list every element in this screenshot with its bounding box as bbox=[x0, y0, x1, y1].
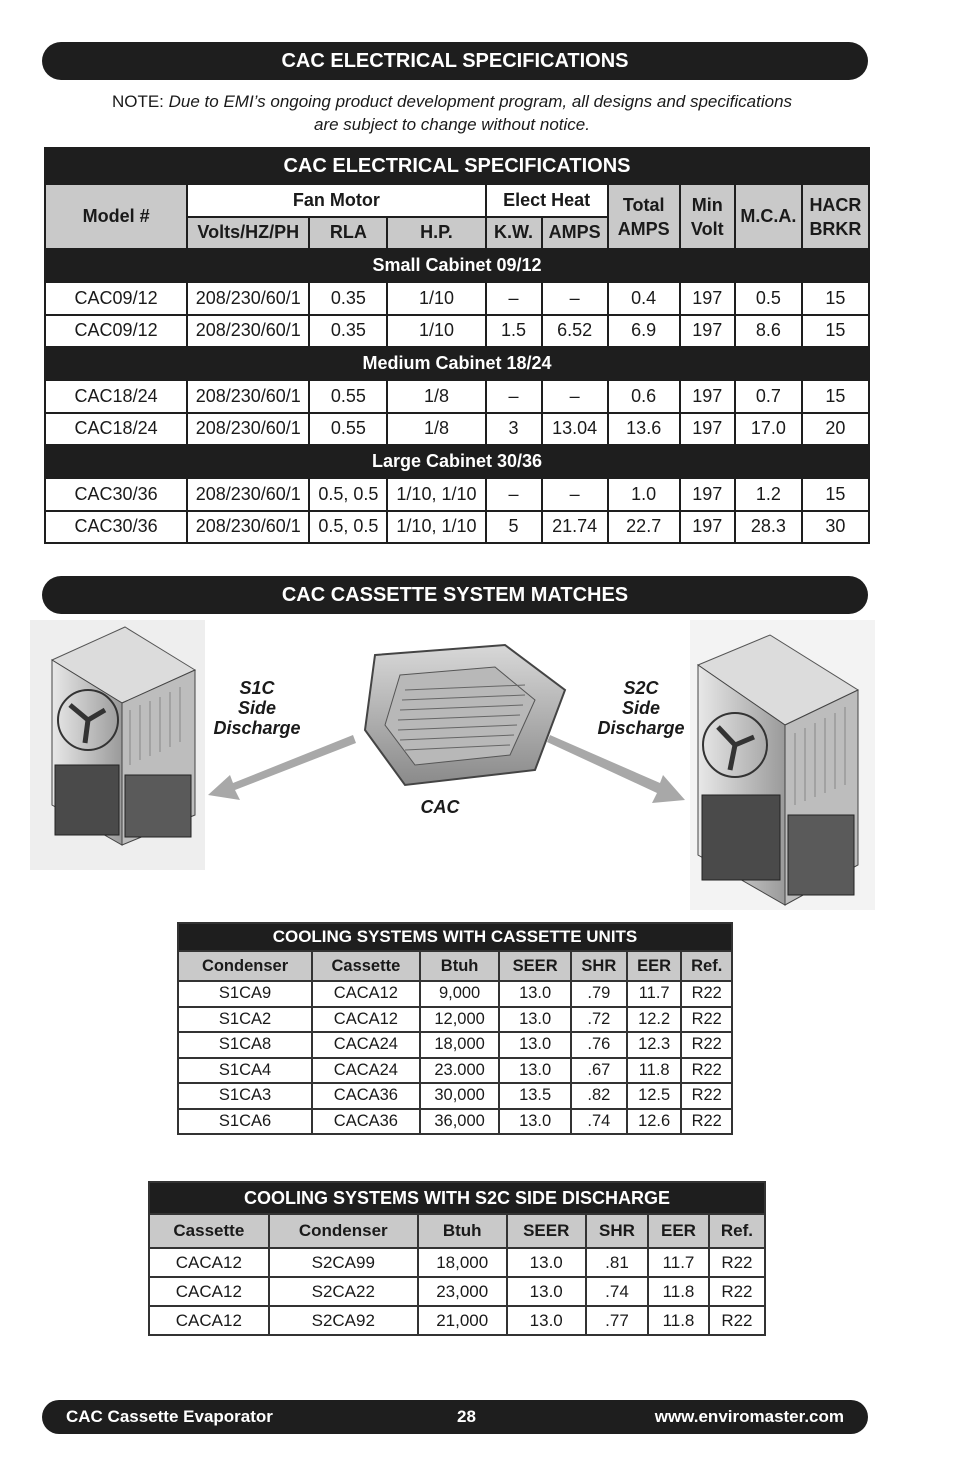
table-cell: .74 bbox=[571, 1109, 627, 1135]
table-cell: CACA12 bbox=[149, 1306, 269, 1335]
note-prefix: NOTE: bbox=[111, 92, 164, 111]
table-cell: .74 bbox=[586, 1277, 648, 1306]
section-banner-electrical: CAC ELECTRICAL SPECIFICATIONS bbox=[42, 42, 868, 80]
table-cell: 3 bbox=[486, 413, 542, 446]
col-min-volt: Min Volt bbox=[680, 184, 735, 249]
table-cell: S2CA92 bbox=[269, 1306, 418, 1335]
col-elect-heat: Elect Heat bbox=[486, 184, 608, 217]
table-cell: 13.0 bbox=[499, 981, 570, 1007]
table-cell: S1CA3 bbox=[178, 1083, 312, 1109]
table-cell: R22 bbox=[681, 1083, 732, 1109]
column-header: SEER bbox=[499, 951, 570, 981]
table-cell: 18,000 bbox=[420, 1032, 500, 1058]
s1c-condenser-icon bbox=[52, 627, 195, 845]
table-cell: 11.8 bbox=[648, 1277, 709, 1306]
column-header: Ref. bbox=[709, 1214, 765, 1248]
table-cell: 11.8 bbox=[648, 1306, 709, 1335]
table-cell: CACA36 bbox=[312, 1109, 420, 1135]
footer-url[interactable]: www.enviromaster.com bbox=[654, 1407, 844, 1426]
column-header: SHR bbox=[586, 1214, 648, 1248]
table-cell: 23.000 bbox=[420, 1058, 500, 1084]
section-label: Medium Cabinet 18/24 bbox=[45, 347, 869, 380]
table-cell: 208/230/60/1 bbox=[187, 413, 309, 446]
table-row bbox=[178, 1007, 732, 1033]
table-cell: 0.5 bbox=[735, 282, 802, 315]
column-header: SHR bbox=[571, 951, 627, 981]
table-cell: S1CA9 bbox=[178, 981, 312, 1007]
table-cell: 197 bbox=[680, 282, 735, 315]
page-footer bbox=[42, 1400, 868, 1434]
table-cell: 1/10 bbox=[387, 282, 485, 315]
table-row bbox=[178, 1083, 732, 1109]
table-cell: 6.9 bbox=[608, 315, 680, 348]
table-cell: 1/10, 1/10 bbox=[387, 478, 485, 511]
table-cell: 30 bbox=[802, 511, 869, 544]
s2c-discharge-table bbox=[148, 1181, 766, 1336]
table-title: CAC ELECTRICAL SPECIFICATIONS bbox=[45, 148, 869, 184]
section-row bbox=[45, 249, 869, 282]
table-cell: S1CA8 bbox=[178, 1032, 312, 1058]
table-cell: 0.55 bbox=[309, 380, 387, 413]
col-hacr-brkr: HACR BRKR bbox=[802, 184, 869, 249]
table-cell: 13.5 bbox=[499, 1083, 570, 1109]
table-cell: R22 bbox=[681, 1007, 732, 1033]
table-cell: 0.5, 0.5 bbox=[309, 511, 387, 544]
footer-title: CAC Cassette Evaporator bbox=[66, 1407, 273, 1426]
table-cell: 1/10, 1/10 bbox=[387, 511, 485, 544]
table-cell: 13.0 bbox=[499, 1007, 570, 1033]
column-header: Condenser bbox=[178, 951, 312, 981]
table-cell: 1/8 bbox=[387, 380, 485, 413]
table-cell: 17.0 bbox=[735, 413, 802, 446]
cassette-table-title: COOLING SYSTEMS WITH CASSETTE UNITS bbox=[178, 923, 732, 951]
cac-label: CAC bbox=[420, 797, 460, 817]
table-cell: 0.35 bbox=[309, 282, 387, 315]
table-cell: 208/230/60/1 bbox=[187, 282, 309, 315]
s1c-label-line3: Discharge bbox=[213, 718, 301, 738]
table-cell: CACA12 bbox=[149, 1277, 269, 1306]
table-cell: CACA12 bbox=[149, 1248, 269, 1277]
table-cell: CAC09/12 bbox=[45, 315, 187, 348]
table-cell: CAC30/36 bbox=[45, 511, 187, 544]
table-cell: .67 bbox=[571, 1058, 627, 1084]
col-mca: M.C.A. bbox=[735, 184, 802, 249]
table-cell: 13.6 bbox=[608, 413, 680, 446]
table-cell: 197 bbox=[680, 380, 735, 413]
table-cell: S2CA22 bbox=[269, 1277, 418, 1306]
electrical-spec-table bbox=[44, 147, 870, 544]
table-cell: – bbox=[486, 282, 542, 315]
table-cell: .81 bbox=[586, 1248, 648, 1277]
table-cell: 0.6 bbox=[608, 380, 680, 413]
col-volts: Volts/HZ/PH bbox=[187, 217, 309, 250]
table-row bbox=[45, 413, 869, 446]
table-cell: – bbox=[542, 380, 608, 413]
arrow-left-icon bbox=[208, 735, 356, 800]
page-number: 28 bbox=[457, 1407, 476, 1426]
table-cell: 21.74 bbox=[542, 511, 608, 544]
table-cell: R22 bbox=[709, 1277, 765, 1306]
table-row bbox=[178, 1058, 732, 1084]
column-header: EER bbox=[648, 1214, 709, 1248]
table-cell: CACA12 bbox=[312, 1007, 420, 1033]
table-cell: 0.55 bbox=[309, 413, 387, 446]
table-row bbox=[45, 315, 869, 348]
table-cell: 208/230/60/1 bbox=[187, 478, 309, 511]
table-cell: .76 bbox=[571, 1032, 627, 1058]
table-cell: 23,000 bbox=[418, 1277, 507, 1306]
s2c-label bbox=[586, 678, 696, 738]
table-cell: 15 bbox=[802, 380, 869, 413]
table-cell: 197 bbox=[680, 511, 735, 544]
col-fan-motor: Fan Motor bbox=[187, 184, 485, 217]
section-row bbox=[45, 347, 869, 380]
table-cell: S1CA2 bbox=[178, 1007, 312, 1033]
arrow-right-icon bbox=[547, 735, 685, 803]
table-cell: – bbox=[486, 380, 542, 413]
column-header: Btuh bbox=[420, 951, 500, 981]
table-cell: 15 bbox=[802, 315, 869, 348]
table-cell: 11.7 bbox=[648, 1248, 709, 1277]
table-cell: 0.7 bbox=[735, 380, 802, 413]
column-header: Cassette bbox=[149, 1214, 269, 1248]
table-cell: – bbox=[542, 478, 608, 511]
table-cell: 197 bbox=[680, 478, 735, 511]
table-cell: 8.6 bbox=[735, 315, 802, 348]
table-row bbox=[178, 1109, 732, 1135]
table-cell: 15 bbox=[802, 282, 869, 315]
table-cell: 20 bbox=[802, 413, 869, 446]
table-cell: 9,000 bbox=[420, 981, 500, 1007]
table-row bbox=[178, 981, 732, 1007]
table-cell: 12.5 bbox=[627, 1083, 682, 1109]
s2c-label-line3: Discharge bbox=[597, 718, 685, 738]
s2c-table-title: COOLING SYSTEMS WITH S2C SIDE DISCHARGE bbox=[149, 1182, 765, 1214]
table-cell: 13.0 bbox=[499, 1109, 570, 1135]
table-cell: 1.0 bbox=[608, 478, 680, 511]
col-kw: K.W. bbox=[486, 217, 542, 250]
table-cell: CAC18/24 bbox=[45, 413, 187, 446]
section-label: Large Cabinet 30/36 bbox=[45, 445, 869, 478]
table-cell: 12.2 bbox=[627, 1007, 682, 1033]
table-cell: R22 bbox=[681, 1109, 732, 1135]
table-cell: 28.3 bbox=[735, 511, 802, 544]
table-cell: 18,000 bbox=[418, 1248, 507, 1277]
table-cell: 1.2 bbox=[735, 478, 802, 511]
col-hp: H.P. bbox=[387, 217, 485, 250]
section-row bbox=[45, 445, 869, 478]
table-cell: 0.35 bbox=[309, 315, 387, 348]
table-cell: 5 bbox=[486, 511, 542, 544]
table-cell: 22.7 bbox=[608, 511, 680, 544]
table-cell: 208/230/60/1 bbox=[187, 380, 309, 413]
cac-cassette-icon bbox=[365, 645, 565, 785]
cassette-units-table bbox=[177, 922, 733, 1135]
s2c-condenser-icon bbox=[698, 635, 858, 905]
table-cell: 12.6 bbox=[627, 1109, 682, 1135]
table-row bbox=[149, 1306, 765, 1335]
table-cell: 12,000 bbox=[420, 1007, 500, 1033]
s1c-label-line2: Side bbox=[237, 698, 276, 718]
table-cell: 13.0 bbox=[499, 1032, 570, 1058]
table-cell: R22 bbox=[709, 1306, 765, 1335]
section-label: Small Cabinet 09/12 bbox=[45, 249, 869, 282]
s1c-label-line1: S1C bbox=[239, 678, 275, 698]
table-cell: R22 bbox=[681, 981, 732, 1007]
table-cell: 13.0 bbox=[507, 1277, 586, 1306]
col-total-amps: Total AMPS bbox=[608, 184, 680, 249]
table-cell: 6.52 bbox=[542, 315, 608, 348]
note-line2: are subject to change without notice. bbox=[314, 115, 590, 134]
note-text bbox=[52, 90, 852, 136]
s2c-label-line1: S2C bbox=[623, 678, 659, 698]
column-header: Btuh bbox=[418, 1214, 507, 1248]
table-cell: 11.8 bbox=[627, 1058, 682, 1084]
table-cell: R22 bbox=[709, 1248, 765, 1277]
s2c-label-line2: Side bbox=[621, 698, 660, 718]
table-row bbox=[149, 1277, 765, 1306]
table-cell: 13.0 bbox=[507, 1306, 586, 1335]
table-cell: – bbox=[542, 282, 608, 315]
table-row bbox=[45, 511, 869, 544]
table-cell: – bbox=[486, 478, 542, 511]
table-cell: CAC09/12 bbox=[45, 282, 187, 315]
table-cell: CACA36 bbox=[312, 1083, 420, 1109]
table-cell: R22 bbox=[681, 1058, 732, 1084]
s1c-label bbox=[202, 678, 312, 738]
table-row bbox=[45, 380, 869, 413]
column-header: Cassette bbox=[312, 951, 420, 981]
table-cell: .82 bbox=[571, 1083, 627, 1109]
system-illustration bbox=[30, 615, 875, 915]
table-cell: 208/230/60/1 bbox=[187, 511, 309, 544]
table-cell: 21,000 bbox=[418, 1306, 507, 1335]
table-cell: .72 bbox=[571, 1007, 627, 1033]
table-row bbox=[45, 478, 869, 511]
table-cell: 1/8 bbox=[387, 413, 485, 446]
table-cell: 197 bbox=[680, 315, 735, 348]
table-cell: 13.04 bbox=[542, 413, 608, 446]
table-cell: S1CA6 bbox=[178, 1109, 312, 1135]
table-cell: 13.0 bbox=[499, 1058, 570, 1084]
column-header: Condenser bbox=[269, 1214, 418, 1248]
table-cell: 0.5, 0.5 bbox=[309, 478, 387, 511]
table-cell: 208/230/60/1 bbox=[187, 315, 309, 348]
table-cell: 197 bbox=[680, 413, 735, 446]
table-cell: 15 bbox=[802, 478, 869, 511]
table-cell: CACA24 bbox=[312, 1032, 420, 1058]
units-drawing bbox=[30, 615, 875, 915]
table-cell: 13.0 bbox=[507, 1248, 586, 1277]
table-row bbox=[45, 282, 869, 315]
table-cell: 11.7 bbox=[627, 981, 682, 1007]
col-model: Model # bbox=[45, 184, 187, 249]
column-header: EER bbox=[627, 951, 682, 981]
table-cell: 36,000 bbox=[420, 1109, 500, 1135]
table-cell: R22 bbox=[681, 1032, 732, 1058]
table-cell: CAC30/36 bbox=[45, 478, 187, 511]
col-rla: RLA bbox=[309, 217, 387, 250]
table-cell: 12.3 bbox=[627, 1032, 682, 1058]
table-cell: S1CA4 bbox=[178, 1058, 312, 1084]
table-cell: CACA12 bbox=[312, 981, 420, 1007]
table-cell: .77 bbox=[586, 1306, 648, 1335]
table-cell: .79 bbox=[571, 981, 627, 1007]
column-header: Ref. bbox=[681, 951, 732, 981]
table-cell: S2CA99 bbox=[269, 1248, 418, 1277]
col-amps: AMPS bbox=[542, 217, 608, 250]
table-cell: 0.4 bbox=[608, 282, 680, 315]
table-cell: CAC18/24 bbox=[45, 380, 187, 413]
table-cell: 1.5 bbox=[486, 315, 542, 348]
column-header: SEER bbox=[507, 1214, 586, 1248]
table-row bbox=[149, 1248, 765, 1277]
table-row bbox=[178, 1032, 732, 1058]
table-cell: CACA24 bbox=[312, 1058, 420, 1084]
section-banner-matches: CAC CASSETTE SYSTEM MATCHES bbox=[42, 576, 868, 614]
table-cell: 1/10 bbox=[387, 315, 485, 348]
table-cell: 30,000 bbox=[420, 1083, 500, 1109]
note-line1: Due to EMI’s ongoing product development program, all designs and specifications bbox=[168, 92, 793, 111]
